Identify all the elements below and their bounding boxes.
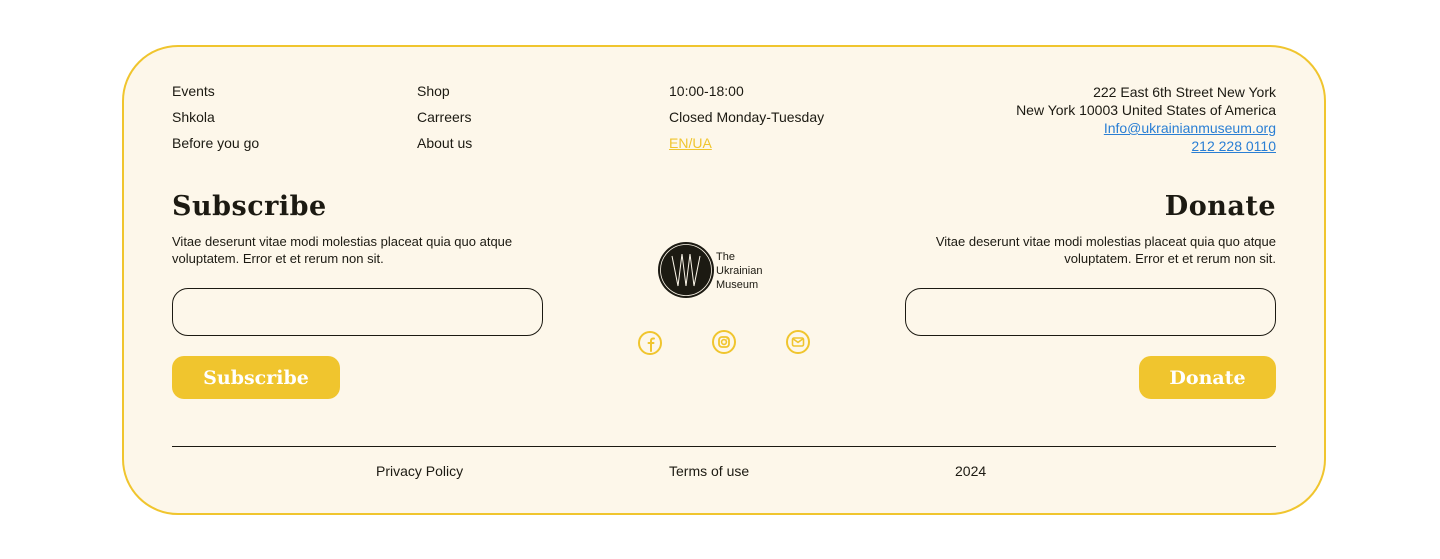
subscribe-text: Vitae deserunt vitae modi molestias placeat quia quo atque voluptatem. Error et et rerum non sit.	[172, 234, 513, 266]
nav-link-before-you-go[interactable]: Before you go	[172, 135, 260, 151]
nav-link-shkola[interactable]: Shkola	[172, 109, 215, 125]
subscribe-heading: Subscribe	[172, 191, 327, 222]
address-line-1: 222 East 6th Street New York	[1093, 84, 1276, 100]
phone-link[interactable]: 212 228 0110	[1191, 138, 1276, 154]
mail-icon[interactable]	[786, 330, 810, 354]
instagram-icon[interactable]	[712, 330, 736, 354]
nav-link-about-us[interactable]: About us	[417, 135, 473, 151]
museum-logo-icon	[656, 240, 716, 300]
facebook-icon[interactable]	[638, 331, 662, 355]
museum-logo	[656, 240, 716, 300]
terms-of-use-link[interactable]: Terms of use	[669, 463, 750, 479]
site-footer	[122, 45, 1326, 515]
address-line-2: New York 10003 United States of America	[1016, 102, 1276, 118]
logo-text-line-1: The	[716, 251, 735, 263]
privacy-policy-link[interactable]: Privacy Policy	[376, 463, 464, 479]
subscribe-input[interactable]	[172, 288, 543, 336]
donate-heading: Donate	[1164, 191, 1276, 222]
subscribe-button[interactable]: Subscribe	[172, 356, 340, 399]
copyright-year: 2024	[955, 463, 987, 479]
nav-link-shop[interactable]: Shop	[417, 83, 450, 99]
language-switch[interactable]: EN/UA	[669, 135, 712, 151]
email-link[interactable]: Info@ukrainianmuseum.org	[1103, 120, 1276, 136]
logo-text-line-2: Ukrainian	[716, 265, 763, 277]
logo-text	[716, 250, 762, 292]
footer-divider	[172, 446, 1276, 447]
donate-button[interactable]: Donate	[1139, 356, 1276, 399]
closed-days: Closed Monday-Tuesday	[669, 109, 825, 125]
logo-text-line-3: Museum	[716, 279, 759, 291]
donate-text: Vitae deserunt vitae modi molestias placeat quia quo atque voluptatem. Error et et rerum non sit.	[935, 234, 1276, 266]
nav-link-careers[interactable]: Carreers	[417, 109, 472, 125]
opening-hours: 10:00-18:00	[669, 83, 744, 99]
nav-link-events[interactable]: Events	[172, 83, 215, 99]
donate-input[interactable]	[905, 288, 1276, 336]
contact-block	[1016, 83, 1276, 155]
